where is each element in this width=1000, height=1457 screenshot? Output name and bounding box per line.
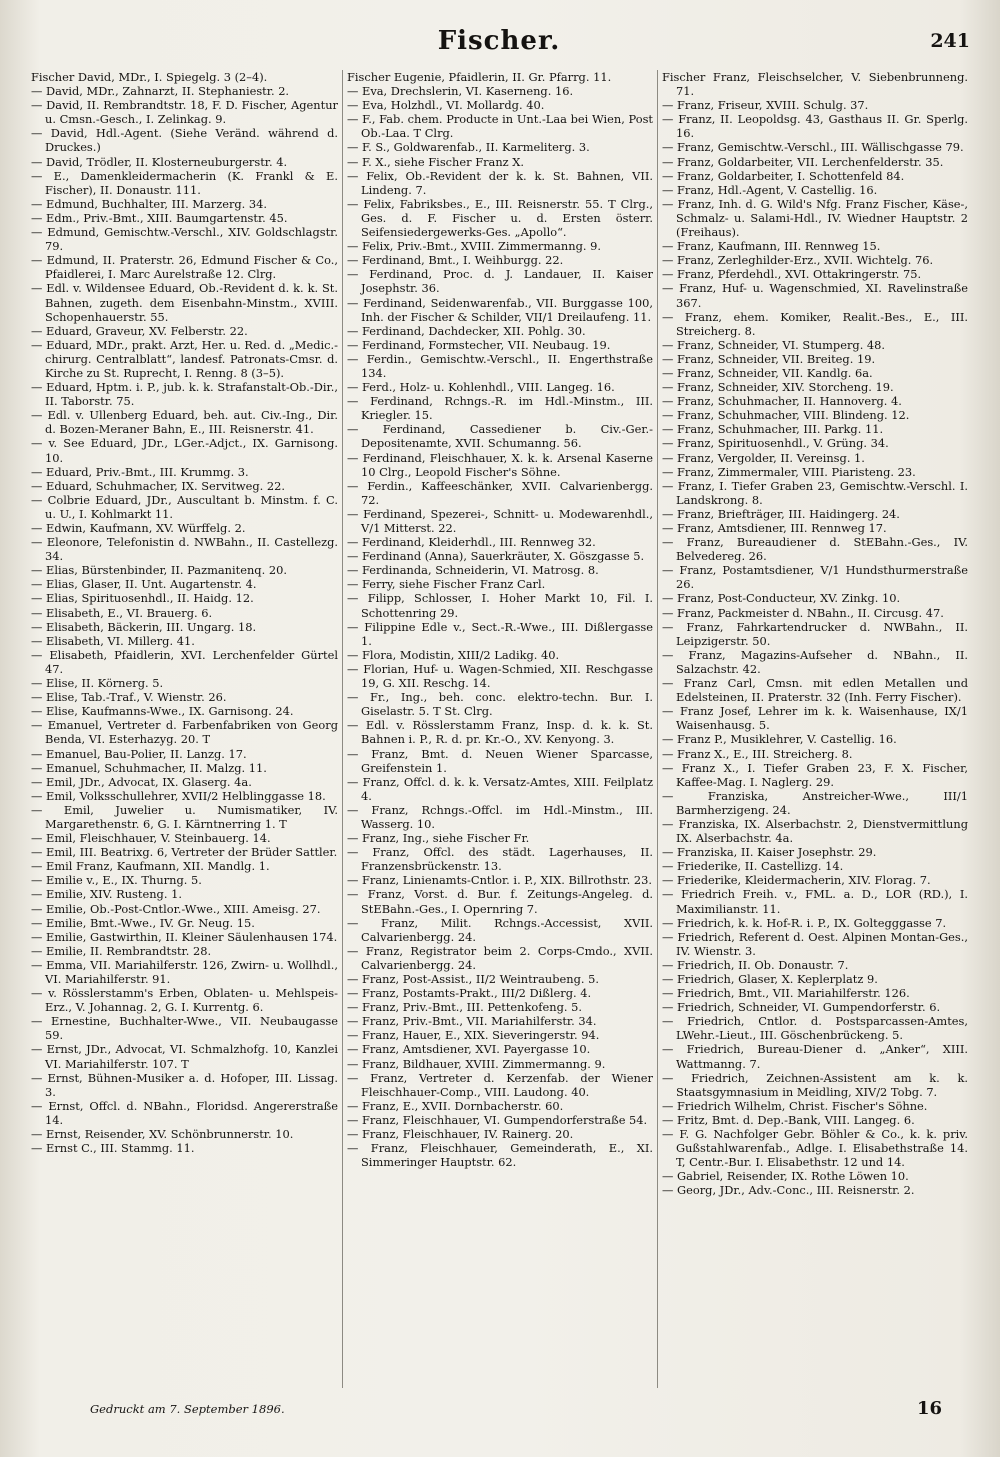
directory-entry: — Franz, I. Tiefer Graben 23, Gemischtw.-Verschl. I. Landskrong. 8. <box>662 478 968 507</box>
directory-entry: — v. Rösslerstamm's Erben, Oblaten- u. Mehlspeis-Erz., V. Johannag. 2, G. I. Kurrentg. 6. <box>31 986 338 1015</box>
directory-entry: — Franz, Postamts-Prakt., III/2 Dißlerg. 4. <box>347 986 592 1001</box>
directory-entry: — David, Hdl.-Agent. (Siehe Veränd. während d. Druckes.) <box>31 126 338 155</box>
directory-entry: — Franz, Milit. Rchngs.-Accessist, XVII. Calvarienbergg. 24. <box>347 915 653 944</box>
directory-entry: — David, MDr., Zahnarzt, II. Stephaniestr. 2. <box>31 84 290 99</box>
directory-entry: — Eleonore, Telefonistin d. NWBahn., II. Castellezg. 34. <box>31 535 338 564</box>
directory-entry: — Franz, Zimmermaler, VIII. Piaristeng. 23. <box>662 464 916 479</box>
directory-entry: — Elise, Tab.-Traf., V. Wienstr. 26. <box>31 690 227 705</box>
directory-entry: — Ferdinanda, Schneiderin, VI. Matrosg. 8. <box>347 563 599 578</box>
directory-entry: — Franz, Hdl.-Agent, V. Castellig. 16. <box>662 182 878 197</box>
directory-entry: — Franz, Bildhauer, XVIII. Zimmermanng. 9. <box>347 1056 606 1071</box>
directory-entry: — Franz, Bmt. d. Neuen Wiener Sparcasse, Greifenstein 1. <box>347 746 653 775</box>
directory-entry: — Ernst C., III. Stammg. 11. <box>31 1141 195 1156</box>
directory-entry: — Elisabeth, E., VI. Brauerg. 6. <box>31 605 213 620</box>
directory-entry: — Edl. v. Ullenberg Eduard, beh. aut. Civ.-Ing., Dir. d. Bozen-Meraner Bahn, E., III. Reisnerstr. 41. <box>31 408 338 437</box>
directory-entry: — Elise, Kaufmanns-Wwe., IX. Garnisong. 24. <box>31 704 294 719</box>
directory-entry: — Friedrich Freih. v., FML. a. D., LOR (RD.), I. Maximilianstr. 11. <box>662 887 968 916</box>
directory-entry: — Emil, Juwelier u. Numismatiker, IV. Margarethenstr. 6, G. I. Kärntnerring 1. T <box>31 802 338 831</box>
directory-entry: — E., Damenkleidermacherin (K. Frankl & E. Fischer), II. Donaustr. 111. <box>31 168 338 197</box>
directory-entry: — Franz, Zerleghilder-Erz., XVII. Wichtelg. 76. <box>662 253 934 268</box>
directory-entry: — Franz, Vertreter d. Kerzenfab. der Wiener Fleischhauer-Comp., VIII. Laudong. 40. <box>347 1070 653 1099</box>
directory-entry: — Friedrich, Zeichnen-Assistent am k. k. Staatsgymnasium in Meidling, XIV/2 Tobg. 7. <box>662 1070 968 1099</box>
directory-entry: — Ferdinand (Anna), Sauerkräuter, X. Göszgasse 5. <box>347 549 645 564</box>
directory-entry: — Franz, Vergolder, II. Vereinsg. 1. <box>662 450 865 465</box>
directory-entry: — Franz P., Musiklehrer, V. Castellig. 16. <box>662 732 897 747</box>
directory-entry: — Franz, Registrator beim 2. Corps-Cmdo., XVII. Calvarienbergg. 24. <box>347 943 653 972</box>
directory-entry: — Franz, Priv.-Bmt., VII. Mariahilferstr. 34. <box>347 1014 597 1029</box>
directory-entry: — Ferdinand, Cassediener b. Civ.-Ger.-Depositenamte, XVII. Schumanng. 56. <box>347 422 653 451</box>
directory-entry: — Franz, Friseur, XVIII. Schulg. 37. <box>662 98 869 113</box>
directory-entry: — Franz, Post-Assist., II/2 Weintraubeng. 5. <box>347 972 600 986</box>
directory-entry: — Franz, Hauer, E., XIX. Sieveringerstr. 94. <box>347 1028 600 1043</box>
directory-entry: — Friedrich, II. Ob. Donaustr. 7. <box>662 957 849 972</box>
directory-entry: — Emanuel, Schuhmacher, II. Malzg. 11. <box>31 760 267 775</box>
directory-entry: — Ernst, JDr., Advocat, VI. Schmalzhofg. 10, Kanzlei VI. Mariahilferstr. 107. T <box>31 1042 338 1071</box>
directory-entry: — Franz Carl, Cmsn. mit edlen Metallen und Edelsteinen, II. Praterstr. 32 (Inh. Ferry Fischer). <box>662 676 968 705</box>
directory-entry: — Fr., Ing., beh. conc. elektro-techn. Bur. I. Giselastr. 5. T St. Clrg. <box>347 690 653 719</box>
directory-entry: — Georg, JDr., Adv.-Conc., III. Reisnerstr. 2. <box>662 1183 915 1198</box>
directory-entry: — Edmund, Buchhalter, III. Marzerg. 34. <box>31 196 268 211</box>
directory-entry: — F. S., Goldwarenfab., II. Karmeliterg. 3. <box>347 140 590 155</box>
directory-entry: — Franz, Ing., siehe Fischer Fr. <box>347 831 530 846</box>
directory-entry: — Elias, Glaser, II. Unt. Augartenstr. 4. <box>31 577 257 592</box>
directory-entry: — Emma, VII. Mariahilferstr. 126, Zwirn- u. Wollhdl., VI. Mariahilferstr. 91. <box>31 957 338 986</box>
directory-entry: — F. X., siehe Fischer Franz X. <box>347 154 525 169</box>
directory-entry: — Franz, Fleischhauer, Gemeinderath, E., XI. Simmeringer Hauptstr. 62. <box>347 1141 653 1170</box>
directory-entry: Fischer Eugenie, Pfaidlerin, II. Gr. Pfarrg. 11. <box>347 70 612 84</box>
directory-entry: — Franz, Schuhmacher, III. Parkg. 11. <box>662 422 884 437</box>
directory-entry: — Friedrich, Bmt., VII. Mariahilferstr. 126. <box>662 986 910 1001</box>
directory-entry: — Franz, Postamtsdiener, V/1 Hundsthurmerstraße 26. <box>662 563 968 592</box>
directory-entry: — Emil, Volksschullehrer, XVII/2 Helblinggasse 18. <box>31 788 326 803</box>
directory-entry: — Eduard, Priv.-Bmt., III. Krummg. 3. <box>31 464 249 479</box>
directory-entry: — Franz, Inh. d. G. Wild's Nfg. Franz Fischer, Käse-, Schmalz- u. Salami-Hdl., IV. Wiedner Hauptstr. 2 (Freihaus). <box>662 196 968 240</box>
directory-entry: — Franz, Pferdehdl., XVI. Ottakringerstr. 75. <box>662 267 922 282</box>
directory-entry: Fischer David, MDr., I. Spiegelg. 3 (2–4). <box>31 70 268 84</box>
directory-entry: — Elisabeth, Bäckerin, III. Ungarg. 18. <box>31 619 257 634</box>
directory-entry: — Edmund, II. Praterstr. 26, Edmund Fischer & Co., Pfaidlerei, I. Marc Aurelstraße 12. Clrg. <box>31 253 338 282</box>
column-left <box>27 70 342 1388</box>
directory-entry: — Friedrich, Glaser, X. Keplerplatz 9. <box>662 972 878 986</box>
directory-entry: — Ernst, Offcl. d. NBahn., Floridsd. Angererstraße 14. <box>31 1098 338 1127</box>
directory-entry: — Ferdinand, Seidenwarenfab., VII. Burggasse 100, Inh. der Fischer & Schilder, VII/1 Dreilaufeng. 11. <box>347 295 653 324</box>
column-middle <box>342 70 657 1388</box>
directory-entry: Fischer Franz, Fleischselcher, V. Siebenbrunneng. 71. <box>662 70 968 99</box>
directory-entry: — Ferdin., Kaffeeschänker, XVII. Calvarienbergg. 72. <box>347 478 653 507</box>
directory-entry: — Franz, Gemischtw.-Verschl., III. Wällischgasse 79. <box>662 140 964 155</box>
directory-entry: — Filipp, Schlosser, I. Hoher Markt 10, Fil. I. Schottenring 29. <box>347 591 653 620</box>
sheet-number: 16 <box>916 1398 942 1419</box>
directory-entry: — Edm., Priv.-Bmt., XIII. Baumgartenstr. 45. <box>31 210 288 225</box>
directory-entry: — David, Trödler, II. Klosterneuburgerstr. 4. <box>31 154 288 169</box>
directory-entry: — Colbrie Eduard, JDr., Auscultant b. Minstm. f. C. u. U., I. Kohlmarkt 11. <box>31 492 338 521</box>
directory-entry: — Eduard, MDr., prakt. Arzt, Her. u. Red. d. „Medic.-chirurg. Centralblatt“, landesf. Patronats-Cmsr. d. Kirche zu St. Ruprecht, I. Renng. 8 (3–5). <box>31 337 338 380</box>
directory-entry: — Ferdinand, Fleischhauer, X. k. k. Arsenal Kaserne 10 Clrg., Leopold Fischer's Söhne. <box>347 450 653 479</box>
directory-entry: — Ferdinand, Spezerei-, Schnitt- u. Modewarenhdl., V/1 Mitterst. 22. <box>347 506 653 535</box>
directory-entry: — Franz, Bureaudiener d. StEBahn.-Ges., IV. Belvedereg. 26. <box>662 535 968 564</box>
directory-entry: — Franz, Briefträger, III. Haidingerg. 24. <box>662 506 900 521</box>
directory-entry: — Ernestine, Buchhalter-Wwe., VII. Neubaugasse 59. <box>31 1014 338 1043</box>
directory-entry: — v. See Eduard, JDr., LGer.-Adjct., IX. Garnisong. 10. <box>31 436 338 465</box>
directory-entry: — Franz, Fleischhauer, VI. Gumpendorferstraße 54. <box>347 1112 648 1127</box>
directory-entry: — Franziska, Anstreicher-Wwe., III/1 Barmherzigeng. 24. <box>662 788 968 817</box>
directory-entry: — Ferdinand, Rchngs.-R. im Hdl.-Minstm., III. Kriegler. 15. <box>347 394 653 423</box>
directory-entry: — Gabriel, Reisender, IX. Rothe Löwen 10. <box>662 1169 909 1184</box>
directory-entry: — David, II. Rembrandtstr. 18, F. D. Fischer, Agentur u. Cmsn.-Gesch., I. Zelinkag. 9. <box>31 98 338 127</box>
directory-entry: — Ernst, Reisender, XV. Schönbrunnerstr. 10. <box>31 1127 294 1142</box>
directory-entry: — Franz, Schuhmacher, II. Hannoverg. 4. <box>662 394 902 409</box>
directory-entry: — Fritz, Bmt. d. Dep.-Bank, VIII. Langeg. 6. <box>662 1112 915 1127</box>
directory-entry: — Elias, Bürstenbinder, II. Pazmanitenq. 20. <box>31 563 287 578</box>
directory-entry: — Eduard, Hptm. i. P., jub. k. k. Strafanstalt-Ob.-Dir., II. Taborstr. 75. <box>31 380 338 409</box>
directory-entry: — Filippine Edle v., Sect.-R.-Wwe., III. Dißlergasse 1. <box>347 619 653 648</box>
directory-entry: — Emanuel, Bau-Polier, II. Lanzg. 17. <box>31 746 247 761</box>
directory-entry: — Franz, Offcl. des städt. Lagerhauses, II. Franzensbrückenstr. 13. <box>347 845 653 874</box>
directory-entry: — Emilie, Ob.-Post-Cntlor.-Wwe., XIII. Ameisg. 27. <box>31 901 321 916</box>
directory-entry: — F., Fab. chem. Producte in Unt.-Laa bei Wien, Post Ob.-Laa. T Clrg. <box>347 112 653 141</box>
directory-entry: — Emilie v., E., IX. Thurng. 5. <box>31 873 202 888</box>
directory-entry: — Franz, II. Leopoldsg. 43, Gasthaus II. Gr. Sperlg. 16. <box>662 112 968 141</box>
page-number: 241 <box>930 30 970 52</box>
directory-entry: — Franz, Fahrkartendrucker d. NWBahn., II. Leipzigerstr. 50. <box>662 619 968 648</box>
directory-entry: — Edl. v. Wildensee Eduard, Ob.-Revident d. k. k. St. Bahnen, zugeth. dem Eisenbahn-Minstm., XVIII. Schopenhauerstr. 55. <box>31 281 338 324</box>
directory-entry: — Ferdinand, Formstecher, VII. Neubaug. 19. <box>347 337 611 352</box>
directory-entry: — Franz, E., XVII. Dornbacherstr. 60. <box>347 1098 564 1113</box>
directory-entry: — Franz, Goldarbeiter, I. Schottenfeld 84. <box>662 168 905 183</box>
directory-entry: — Franz, Vorst. d. Bur. f. Zeitungs-Angeleg. d. StEBahn.-Ges., I. Opernring 7. <box>347 887 653 916</box>
directory-entry: — Friederike, Kleidermacherin, XIV. Florag. 7. <box>662 873 931 888</box>
directory-entry: — Franz Josef, Lehrer im k. k. Waisenhause, IX/1 Waisenhausg. 5. <box>662 704 968 733</box>
directory-entry: — Emil Franz, Kaufmann, XII. Mandlg. 1. <box>31 859 270 874</box>
directory-entry: — Franz, Schneider, VI. Stumperg. 48. <box>662 337 886 352</box>
directory-entry: — Flora, Modistin, XIII/2 Ladikg. 40. <box>347 647 560 662</box>
directory-entry: — Franz, Spirituosenhdl., V. Grüng. 34. <box>662 436 889 451</box>
directory-entry: — Friedrich Wilhelm, Christ. Fischer's Söhne. <box>662 1098 928 1113</box>
directory-entry: — Elias, Spirituosenhdl., II. Haidg. 12. <box>31 591 254 606</box>
directory-entry: — Friedrich, k. k. Hof-R. i. P., IX. Goltegggasse 7. <box>662 915 947 930</box>
directory-entry: — Ferdinand, Dachdecker, XII. Pohlg. 30. <box>347 323 586 338</box>
directory-entry: — Elisabeth, Pfaidlerin, XVI. Lerchenfelder Gürtel 47. <box>31 647 338 676</box>
directory-entry: — Franz, Schneider, XIV. Storcheng. 19. <box>662 380 894 395</box>
page-title: Fischer. <box>437 26 561 56</box>
directory-entry: — Florian, Huf- u. Wagen-Schmied, XII. Reschgasse 19, G. XII. Reschg. 14. <box>347 661 653 691</box>
directory-entry: — Ferd., Holz- u. Kohlenhdl., VIII. Langeg. 16. <box>347 380 615 395</box>
directory-entry: — Emanuel, Vertreter d. Farbenfabriken von Georg Benda, VI. Esterhazyg. 20. T <box>31 718 338 747</box>
directory-entry: — Franz, Goldarbeiter, VII. Lerchenfelderstr. 35. <box>662 154 944 169</box>
directory-entry: — Franz, ehem. Komiker, Realit.-Bes., E., III. Streicherg. 8. <box>662 309 968 338</box>
directory-entry: — Ferdinand, Kleiderhdl., III. Rennweg 32. <box>347 535 596 550</box>
directory-entry: — Franz X., E., III. Streicherg. 8. <box>662 746 853 761</box>
directory-entry: — Emilie, XIV. Rusteng. 1. <box>31 887 182 902</box>
directory-entry: — Franz, Offcl. d. k. k. Versatz-Amtes, XIII. Feilplatz 4. <box>347 774 653 803</box>
directory-entry: — Franz, Magazins-Aufseher d. NBahn., II. Salzachstr. 42. <box>662 647 968 676</box>
directory-entry: — Franziska, II. Kaiser Josephstr. 29. <box>662 845 877 860</box>
column-right <box>657 70 972 1388</box>
directory-entry: — Friedrich, Referent d. Oest. Alpinen Montan-Ges., IV. Wienstr. 3. <box>662 929 968 958</box>
directory-entry: — Friederike, II. Castellizg. 14. <box>662 859 844 874</box>
directory-entry: — Eduard, Schuhmacher, IX. Servitweg. 22. <box>31 478 286 493</box>
directory-entry: — Edl. v. Rösslerstamm Franz, Insp. d. k. k. St. Bahnen i. P., R. d. pr. Kr.-O., XV. Kenyong. 3. <box>347 718 653 747</box>
page-footer <box>90 1398 942 1422</box>
directory-entry: — Felix, Fabriksbes., E., III. Reisnerstr. 55. T Clrg., Ges. d. F. Fischer u. d. Ersten österr. Seifensiedergewerks-Ges. „Apollo“. <box>347 196 653 240</box>
directory-entry: — Emilie, Bmt.-Wwe., IV. Gr. Neug. 15. <box>31 915 255 930</box>
directory-entry: — Ferdinand, Proc. d. J. Landauer, II. Kaiser Josephstr. 36. <box>347 267 653 296</box>
directory-entry: — Franz, Fleischhauer, IV. Rainerg. 20. <box>347 1127 574 1142</box>
directory-entry: — Franz, Schuhmacher, VIII. Blindeng. 12. <box>662 408 910 423</box>
directory-entry: — Emil, III. Beatrixg. 6, Vertreter der Brüder Sattler. <box>31 845 338 860</box>
directory-entry: — Emil, Fleischhauer, V. Steinbauerg. 14. <box>31 831 271 846</box>
directory-entry: — Franz, Packmeister d. NBahn., II. Circusg. 47. <box>662 605 944 620</box>
directory-entry: — Franziska, IX. Alserbachstr. 2, Dienstvermittlung IX. Alserbachstr. 4a. <box>662 816 968 846</box>
directory-entry: — Eva, Holzhdl., VI. Mollardg. 40. <box>347 98 545 113</box>
directory-entry: — Elisabeth, VI. Millerg. 41. <box>31 633 195 648</box>
directory-entry: — Friedrich, Bureau-Diener d. „Anker“, XIII. Wattmanng. 7. <box>662 1042 968 1071</box>
directory-entry: — Elise, II. Körnerg. 5. <box>31 676 164 691</box>
directory-entry: — F. G. Nachfolger Gebr. Böhler & Co., k. k. priv. Gußstahlwarenfab., Adlge. I. Elisabethstraße 14. T, Centr.-Bur. I. Elisabethstr. 12 und 14. <box>662 1127 968 1170</box>
directory-entry: — Franz, Priv.-Bmt., III. Pettenkofeng. 5. <box>347 1000 582 1015</box>
directory-entry: — Friedrich, Cntlor. d. Postsparcassen-Amtes, LWehr.-Lieut., III. Göschenbrückeng. 5. <box>662 1014 968 1043</box>
directory-entry: — Franz, Amtsdiener, XVI. Payergasse 10. <box>347 1042 591 1057</box>
directory-entry: — Ferdinand, Bmt., I. Weihburgg. 22. <box>347 253 564 268</box>
directory-entry: — Emilie, II. Rembrandtstr. 28. <box>31 943 212 958</box>
directory-entry: — Franz, Schneider, VII. Kandlg. 6a. <box>662 365 873 380</box>
directory-entry: — Franz, Post-Conducteur, XV. Zinkg. 10. <box>662 591 901 606</box>
directory-entry: — Friedrich, Schneider, VI. Gumpendorferstr. 6. <box>662 1000 941 1015</box>
directory-entry: — Felix, Ob.-Revident der k. k. St. Bahnen, VII. Lindeng. 7. <box>347 168 653 197</box>
directory-entry: — Eduard, Graveur, XV. Felberstr. 22. <box>31 323 248 338</box>
directory-entry: — Ferdin., Gemischtw.-Verschl., II. Engerthstraße 134. <box>347 351 653 380</box>
print-date: Gedruckt am 7. September 1896. <box>90 1402 285 1416</box>
entry-columns <box>27 70 973 1388</box>
directory-entry: — Ernst, Bühnen-Musiker a. d. Hofoper, III. Lissag. 3. <box>31 1070 338 1099</box>
directory-entry: — Ferry, siehe Fischer Franz Carl. <box>347 577 546 592</box>
directory-entry: — Edmund, Gemischtw.-Verschl., XIV. Goldschlagstr. 79. <box>31 225 338 254</box>
directory-entry: — Franz, Kaufmann, III. Rennweg 15. <box>662 239 881 254</box>
page-header <box>28 26 970 66</box>
directory-entry: — Franz, Linienamts-Cntlor. i. P., XIX. Billrothstr. 23. <box>347 873 652 888</box>
directory-entry: — Edwin, Kaufmann, XV. Würffelg. 2. <box>31 521 246 535</box>
directory-entry: — Franz, Schneider, VII. Breiteg. 19. <box>662 351 876 366</box>
directory-entry: — Emil, JDr., Advocat, IX. Glaserg. 4a. <box>31 774 252 789</box>
directory-entry: — Franz, Rchngs.-Offcl. im Hdl.-Minstm., III. Wasserg. 10. <box>347 802 653 831</box>
directory-entry: — Franz, Huf- u. Wagenschmied, XI. Ravelinstraße 367. <box>662 281 968 310</box>
directory-entry: — Franz, Amtsdiener, III. Rennweg 17. <box>662 521 887 535</box>
directory-entry: — Eva, Drechslerin, VI. Kaserneng. 16. <box>347 84 574 99</box>
directory-entry: — Felix, Priv.-Bmt., XVIII. Zimmermanng. 9. <box>347 239 601 254</box>
directory-entry: — Franz X., I. Tiefer Graben 23, F. X. Fischer, Kaffee-Mag. I. Naglerg. 29. <box>662 760 968 789</box>
directory-entry: — Emilie, Gastwirthin, II. Kleiner Säulenhausen 174. <box>31 929 338 944</box>
